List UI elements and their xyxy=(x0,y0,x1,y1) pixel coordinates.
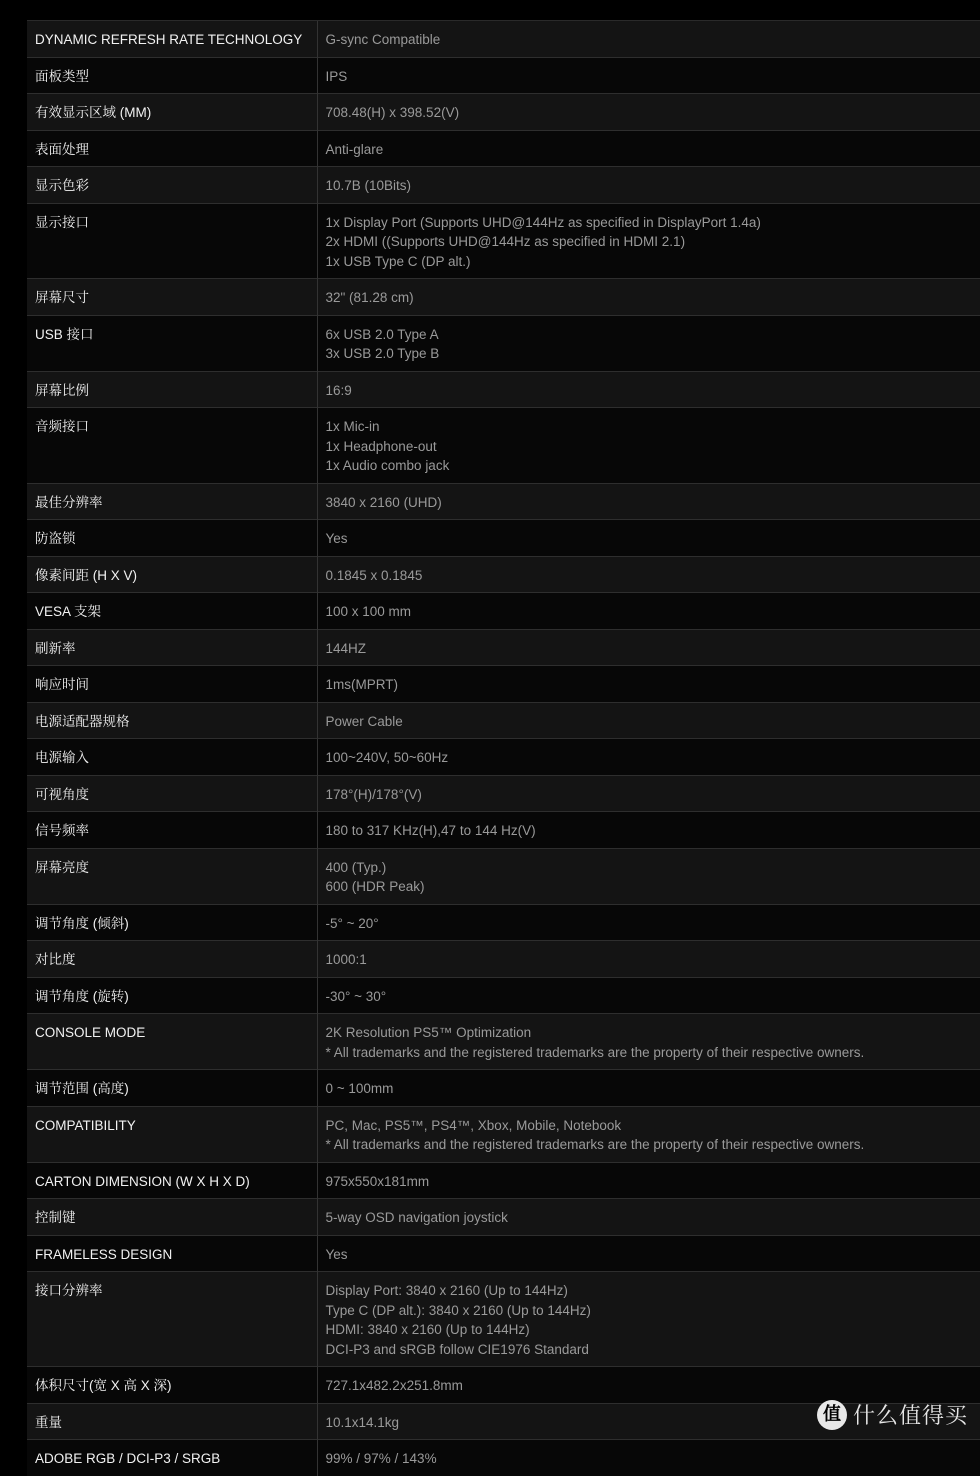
spec-label: DYNAMIC REFRESH RATE TECHNOLOGY xyxy=(27,21,317,58)
spec-row xyxy=(27,593,980,630)
spec-label: 音频接口 xyxy=(27,408,317,484)
spec-row xyxy=(27,702,980,739)
spec-value xyxy=(317,520,980,557)
spec-value-line: 1ms(MPRT) xyxy=(325,677,398,692)
spec-row xyxy=(27,812,980,849)
spec-value xyxy=(317,1272,980,1367)
spec-value xyxy=(317,483,980,520)
spec-value-line: 144HZ xyxy=(325,640,367,656)
spec-value-line: 708.48(H) x 398.52(V) xyxy=(325,105,460,120)
spec-value-line: 6x USB 2.0 Type A xyxy=(325,326,439,342)
spec-row xyxy=(27,556,980,593)
spec-value-line: 1x Headphone-out xyxy=(325,438,437,454)
spec-label: 表面处理 xyxy=(27,130,317,167)
spec-value-line: Yes xyxy=(325,1246,348,1262)
spec-value xyxy=(317,848,980,904)
spec-row xyxy=(27,1367,980,1404)
spec-value-line: 2x HDMI ((Supports UHD@144Hz as specified in HDMI 2.1) xyxy=(325,234,686,249)
spec-label: CARTON DIMENSION (W X H X D) xyxy=(27,1162,317,1199)
spec-value xyxy=(317,629,980,666)
spec-row xyxy=(27,279,980,316)
spec-label: VESA 支架 xyxy=(27,593,317,630)
spec-value-line: 32" (81.28 cm) xyxy=(325,290,414,305)
spec-row xyxy=(27,1272,980,1367)
spec-value-line: -30° ~ 30° xyxy=(325,988,387,1004)
spec-value xyxy=(317,315,980,371)
spec-row xyxy=(27,94,980,131)
spec-value-line: 1x Display Port (Supports UHD@144Hz as specified in DisplayPort 1.4a) xyxy=(325,214,761,230)
spec-value-line: 1x USB Type C (DP alt.) xyxy=(325,253,471,269)
spec-label: 显示接口 xyxy=(27,203,317,279)
spec-table-body xyxy=(27,21,980,1476)
spec-value-line: 10.1x14.1kg xyxy=(325,1414,400,1430)
spec-label: 重量 xyxy=(27,1403,317,1440)
spec-value-line: 16:9 xyxy=(325,382,352,398)
spec-label: 调节角度 (倾斜) xyxy=(27,904,317,941)
spec-value-line: 3840 x 2160 (UHD) xyxy=(325,494,442,510)
spec-value-line: 600 (HDR Peak) xyxy=(325,879,425,894)
spec-value-line: 3x USB 2.0 Type B xyxy=(325,346,440,361)
spec-label: 屏幕亮度 xyxy=(27,848,317,904)
spec-value xyxy=(317,1367,980,1404)
spec-value xyxy=(317,1199,980,1236)
spec-row xyxy=(27,941,980,978)
spec-label: CONSOLE MODE xyxy=(27,1014,317,1070)
spec-label: 像素间距 (H X V) xyxy=(27,556,317,593)
spec-value-line: Display Port: 3840 x 2160 (Up to 144Hz) xyxy=(325,1283,568,1298)
spec-row xyxy=(27,977,980,1014)
spec-value-line: Type C (DP alt.): 3840 x 2160 (Up to 144Hz) xyxy=(325,1302,591,1318)
spec-label: 显示色彩 xyxy=(27,167,317,204)
spec-value-line: 178°(H)/178°(V) xyxy=(325,786,422,802)
spec-value-line: IPS xyxy=(325,68,348,84)
spec-value xyxy=(317,1106,980,1162)
spec-value xyxy=(317,408,980,484)
spec-row xyxy=(27,629,980,666)
spec-label: 调节范围 (高度) xyxy=(27,1070,317,1107)
spec-label: COMPATIBILITY xyxy=(27,1106,317,1162)
spec-value xyxy=(317,279,980,316)
spec-label: 接口分辨率 xyxy=(27,1272,317,1367)
spec-label: 响应时间 xyxy=(27,666,317,703)
spec-value-line: 1x Mic-in xyxy=(325,419,380,434)
spec-row xyxy=(27,371,980,408)
spec-value xyxy=(317,94,980,131)
spec-value xyxy=(317,167,980,204)
spec-label: 调节角度 (旋转) xyxy=(27,977,317,1014)
spec-value xyxy=(317,775,980,812)
spec-value-line: DCI-P3 and sRGB follow CIE1976 Standard xyxy=(325,1341,589,1357)
spec-label: 对比度 xyxy=(27,941,317,978)
spec-value xyxy=(317,941,980,978)
spec-value xyxy=(317,593,980,630)
spec-row xyxy=(27,483,980,520)
spec-value-line: Yes xyxy=(325,531,348,546)
spec-row xyxy=(27,904,980,941)
spec-row xyxy=(27,1440,980,1476)
spec-value xyxy=(317,739,980,776)
spec-value xyxy=(317,1070,980,1107)
spec-value-line: 99% / 97% / 143% xyxy=(325,1451,437,1466)
spec-row xyxy=(27,775,980,812)
spec-value-line: 100~240V, 50~60Hz xyxy=(325,750,449,765)
spec-label: FRAMELESS DESIGN xyxy=(27,1235,317,1272)
spec-value xyxy=(317,904,980,941)
spec-value-line: Power Cable xyxy=(325,713,403,729)
spec-row xyxy=(27,130,980,167)
spec-value-line: HDMI: 3840 x 2160 (Up to 144Hz) xyxy=(325,1322,530,1337)
spec-value-line: 400 (Typ.) xyxy=(325,859,387,875)
spec-row xyxy=(27,1106,980,1162)
spec-label: 控制键 xyxy=(27,1199,317,1236)
spec-value-line: * All trademarks and the registered trademarks are the property of their respective owners. xyxy=(325,1137,865,1152)
spec-label: 面板类型 xyxy=(27,57,317,94)
spec-value-line: G-sync Compatible xyxy=(325,32,441,47)
spec-label: 电源输入 xyxy=(27,739,317,776)
spec-value-line: 0.1845 x 0.1845 xyxy=(325,567,423,583)
spec-row xyxy=(27,848,980,904)
spec-value xyxy=(317,977,980,1014)
spec-row xyxy=(27,520,980,557)
spec-value-line: 1000:1 xyxy=(325,952,367,967)
spec-value xyxy=(317,1162,980,1199)
watermark-text: 什么值得买 xyxy=(852,1404,968,1429)
spec-value-line: 10.7B (10Bits) xyxy=(325,178,412,193)
spec-row xyxy=(27,1199,980,1236)
spec-value xyxy=(317,1235,980,1272)
spec-row xyxy=(27,739,980,776)
spec-value-line: 727.1x482.2x251.8mm xyxy=(325,1378,463,1393)
spec-value-line: 975x550x181mm xyxy=(325,1173,430,1189)
spec-value-line: * All trademarks and the registered trademarks are the property of their respective owners. xyxy=(325,1044,865,1060)
spec-label: 可视角度 xyxy=(27,775,317,812)
spec-value-line: 180 to 317 KHz(H),47 to 144 Hz(V) xyxy=(325,823,536,838)
spec-value-line: PC, Mac, PS5™, PS4™, Xbox, Mobile, Notebook xyxy=(325,1117,622,1133)
spec-label: 屏幕尺寸 xyxy=(27,279,317,316)
watermark-logo-glyph: 值 xyxy=(822,1403,841,1425)
spec-value-line: 1x Audio combo jack xyxy=(325,458,450,473)
watermark xyxy=(817,1399,968,1430)
spec-row xyxy=(27,1235,980,1272)
spec-label: USB 接口 xyxy=(27,315,317,371)
spec-value xyxy=(317,130,980,167)
spec-value-line: 2K Resolution PS5™ Optimization xyxy=(325,1025,532,1040)
spec-row xyxy=(27,1014,980,1070)
spec-label: 刷新率 xyxy=(27,629,317,666)
spec-value-line: 0 ~ 100mm xyxy=(325,1081,394,1096)
spec-label: 电源适配器规格 xyxy=(27,702,317,739)
spec-value xyxy=(317,666,980,703)
spec-row xyxy=(27,1070,980,1107)
spec-value xyxy=(317,371,980,408)
spec-row xyxy=(27,57,980,94)
spec-value xyxy=(317,203,980,279)
spec-row xyxy=(27,666,980,703)
spec-value xyxy=(317,556,980,593)
spec-value-line: 5-way OSD navigation joystick xyxy=(325,1210,508,1225)
watermark-logo-icon xyxy=(817,1400,847,1430)
spec-value xyxy=(317,812,980,849)
spec-value xyxy=(317,702,980,739)
spec-label: 有效显示区域 (MM) xyxy=(27,94,317,131)
spec-label: 最佳分辨率 xyxy=(27,483,317,520)
spec-label: ADOBE RGB / DCI-P3 / SRGB xyxy=(27,1440,317,1476)
spec-label: 防盗锁 xyxy=(27,520,317,557)
spec-row xyxy=(27,203,980,279)
spec-label: 信号频率 xyxy=(27,812,317,849)
spec-row xyxy=(27,1162,980,1199)
spec-value xyxy=(317,57,980,94)
spec-value xyxy=(317,21,980,58)
spec-value xyxy=(317,1440,980,1476)
spec-table xyxy=(27,20,980,1476)
spec-row xyxy=(27,167,980,204)
spec-label: 体积尺寸(宽 X 高 X 深) xyxy=(27,1367,317,1404)
spec-value xyxy=(317,1014,980,1070)
spec-row xyxy=(27,21,980,58)
spec-row xyxy=(27,315,980,371)
spec-value-line: Anti-glare xyxy=(325,141,384,157)
spec-value-line: -5° ~ 20° xyxy=(325,915,379,931)
spec-label: 屏幕比例 xyxy=(27,371,317,408)
spec-value-line: 100 x 100 mm xyxy=(325,604,412,619)
spec-row xyxy=(27,408,980,484)
